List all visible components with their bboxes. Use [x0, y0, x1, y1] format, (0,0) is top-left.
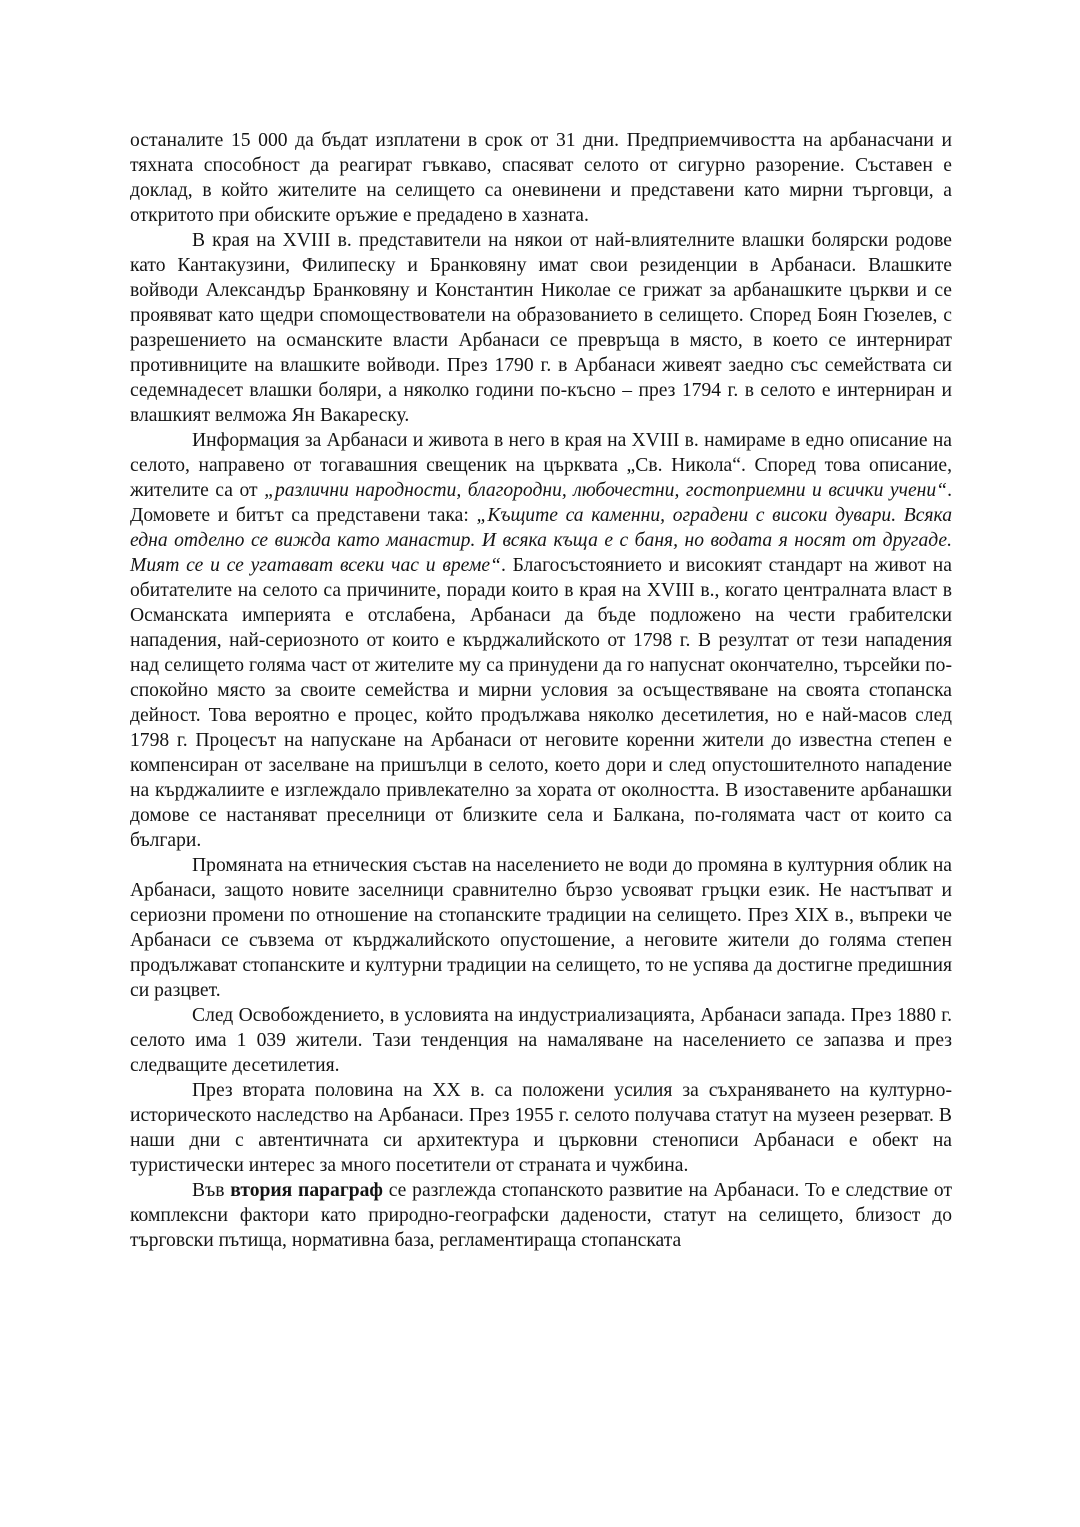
text-segment: . Домовете и битът са представени така:: [130, 480, 952, 526]
text-segment: . Благосъстоянието и високият стандарт на живот на обитателите на селото са причините, поради които в края на XVIII в., когато централната власт в Османската империята е отслабена, Арбанаси да бъде подложено на чести грабителски нападения, най-сериозното от които е кърджалийското от 1798 г. В резултат от тези нападения над селището голяма част от жителите му са принудени да го напуснат окончателно, търсейки по-спокойно място за своите семейства и мирни условия за осъществяване на своята стопанска дейност. Това вероятно е процес, който продължава няколко десетилетия, но е най-масов след 1798 г. Процесът на напускане на Арбанаси от неговите коренни жители до известна степен е компенсиран от заселване на пришълци в селото, което дори и след опустошителното нападение на кърджалиите е изглеждало привлекателно за хората от околността. В изоставените арбанашки домове се настаняват преселници от близките села и Балкана, по-голямата част от които са българи.: [130, 555, 952, 851]
text-segment: Промяната на етническия състав на населението не води до промяна в културния облик на Арбанаси, защото новите заселници сравнително бързо усвояват гръцки език. Не настъпват и сериозни промени по отношение на стопанските традиции на селището. През XIX в., въпреки че Арбанаси се съвзема от кърджалийското опустошение, а неговите жители до голяма степен продължават стопанските и културни традиции на селището, то не успява да достигне предишния си разцвет.: [130, 855, 952, 1001]
text-segment: Информация за Арбанаси и живота в него в края на XVIII в. намираме в едно описание на селото, направено от тогавашния свещеник на църквата „Св. Никола“. Според това описание, жителите са от: [130, 430, 952, 501]
paragraph-3: [130, 428, 952, 853]
text-segment: През втората половина на XX в. са положени усилия за съхраняването на културно-историческото наследство на Арбанаси. През 1955 г. селото получава статут на музеен резерват. В наши дни с автентичната си архитектура и църковни стенописи Арбанаси е обект на туристически интерес за много посетители от страната и чужбина.: [130, 1080, 952, 1176]
paragraph-4: [130, 853, 952, 1003]
text-segment: останалите 15 000 да бъдат изплатени в срок от 31 дни. Предприемчивостта на арбанасчани и тяхната способност да реагират гъвкаво, спасяват селото от сигурно разорение. Съставен е доклад, в който жителите на селището са оневинени и представени като мирни търговци, а откритото при обиските оръжие е предадено в хазната.: [130, 130, 952, 226]
paragraph-7: [130, 1178, 952, 1253]
text-segment: След Освобождението, в условията на индустриализацията, Арбанаси запада. През 1880 г. селото има 1 039 жители. Тази тенденция на намаляване на населението се запазва и през следващите десетилетия.: [130, 1005, 952, 1076]
quote-italic: „Къщите са каменни, оградени с високи дувари. Всяка една отделно се вижда като манастир. И всяка къща е с баня, но водата я носят от другаде. Мият се и се угатават всеки час и време“: [130, 505, 952, 576]
paragraph-5: [130, 1003, 952, 1078]
paragraph-6: [130, 1078, 952, 1178]
text-segment: Във: [192, 1180, 231, 1201]
quote-italic: „различни народности, благородни, любочестни, гостоприемни и всички учени“: [264, 480, 948, 501]
text-segment: се разглежда стопанското развитие на Арбанаси. То е следствие от комплексни фактори като природно-географски дадености, статут на селището, близост до търговски пътища, нормативна база, регламентираща стопанската: [130, 1180, 953, 1251]
paragraph-2: [130, 228, 952, 428]
emphasis-bold: втория параграф: [230, 1180, 383, 1201]
document-page: [130, 128, 952, 1253]
text-segment: В края на XVIII в. представители на някои от най-влиятелните влашки болярски родове като Кантакузини, Филипеску и Бранковяну имат свои резиденции в Арбанаси. Влашките войводи Александър Бранковяну и Константин Николае се грижат за арбанашките църкви и се проявяват като щедри спомоществователи на образованието в селището. Според Боян Гюзелев, с разрешението на османските власти Арбанаси се превръща в място, в което се интернират противниците на влашките войводи. През 1790 г. в Арбанаси живеят заедно със семействата си седемнадесет влашки боляри, а няколко години по-късно – през 1794 г. в селото е интерниран и влашкият велможа Ян Вакареску.: [130, 230, 952, 426]
paragraph-1: [130, 128, 952, 228]
